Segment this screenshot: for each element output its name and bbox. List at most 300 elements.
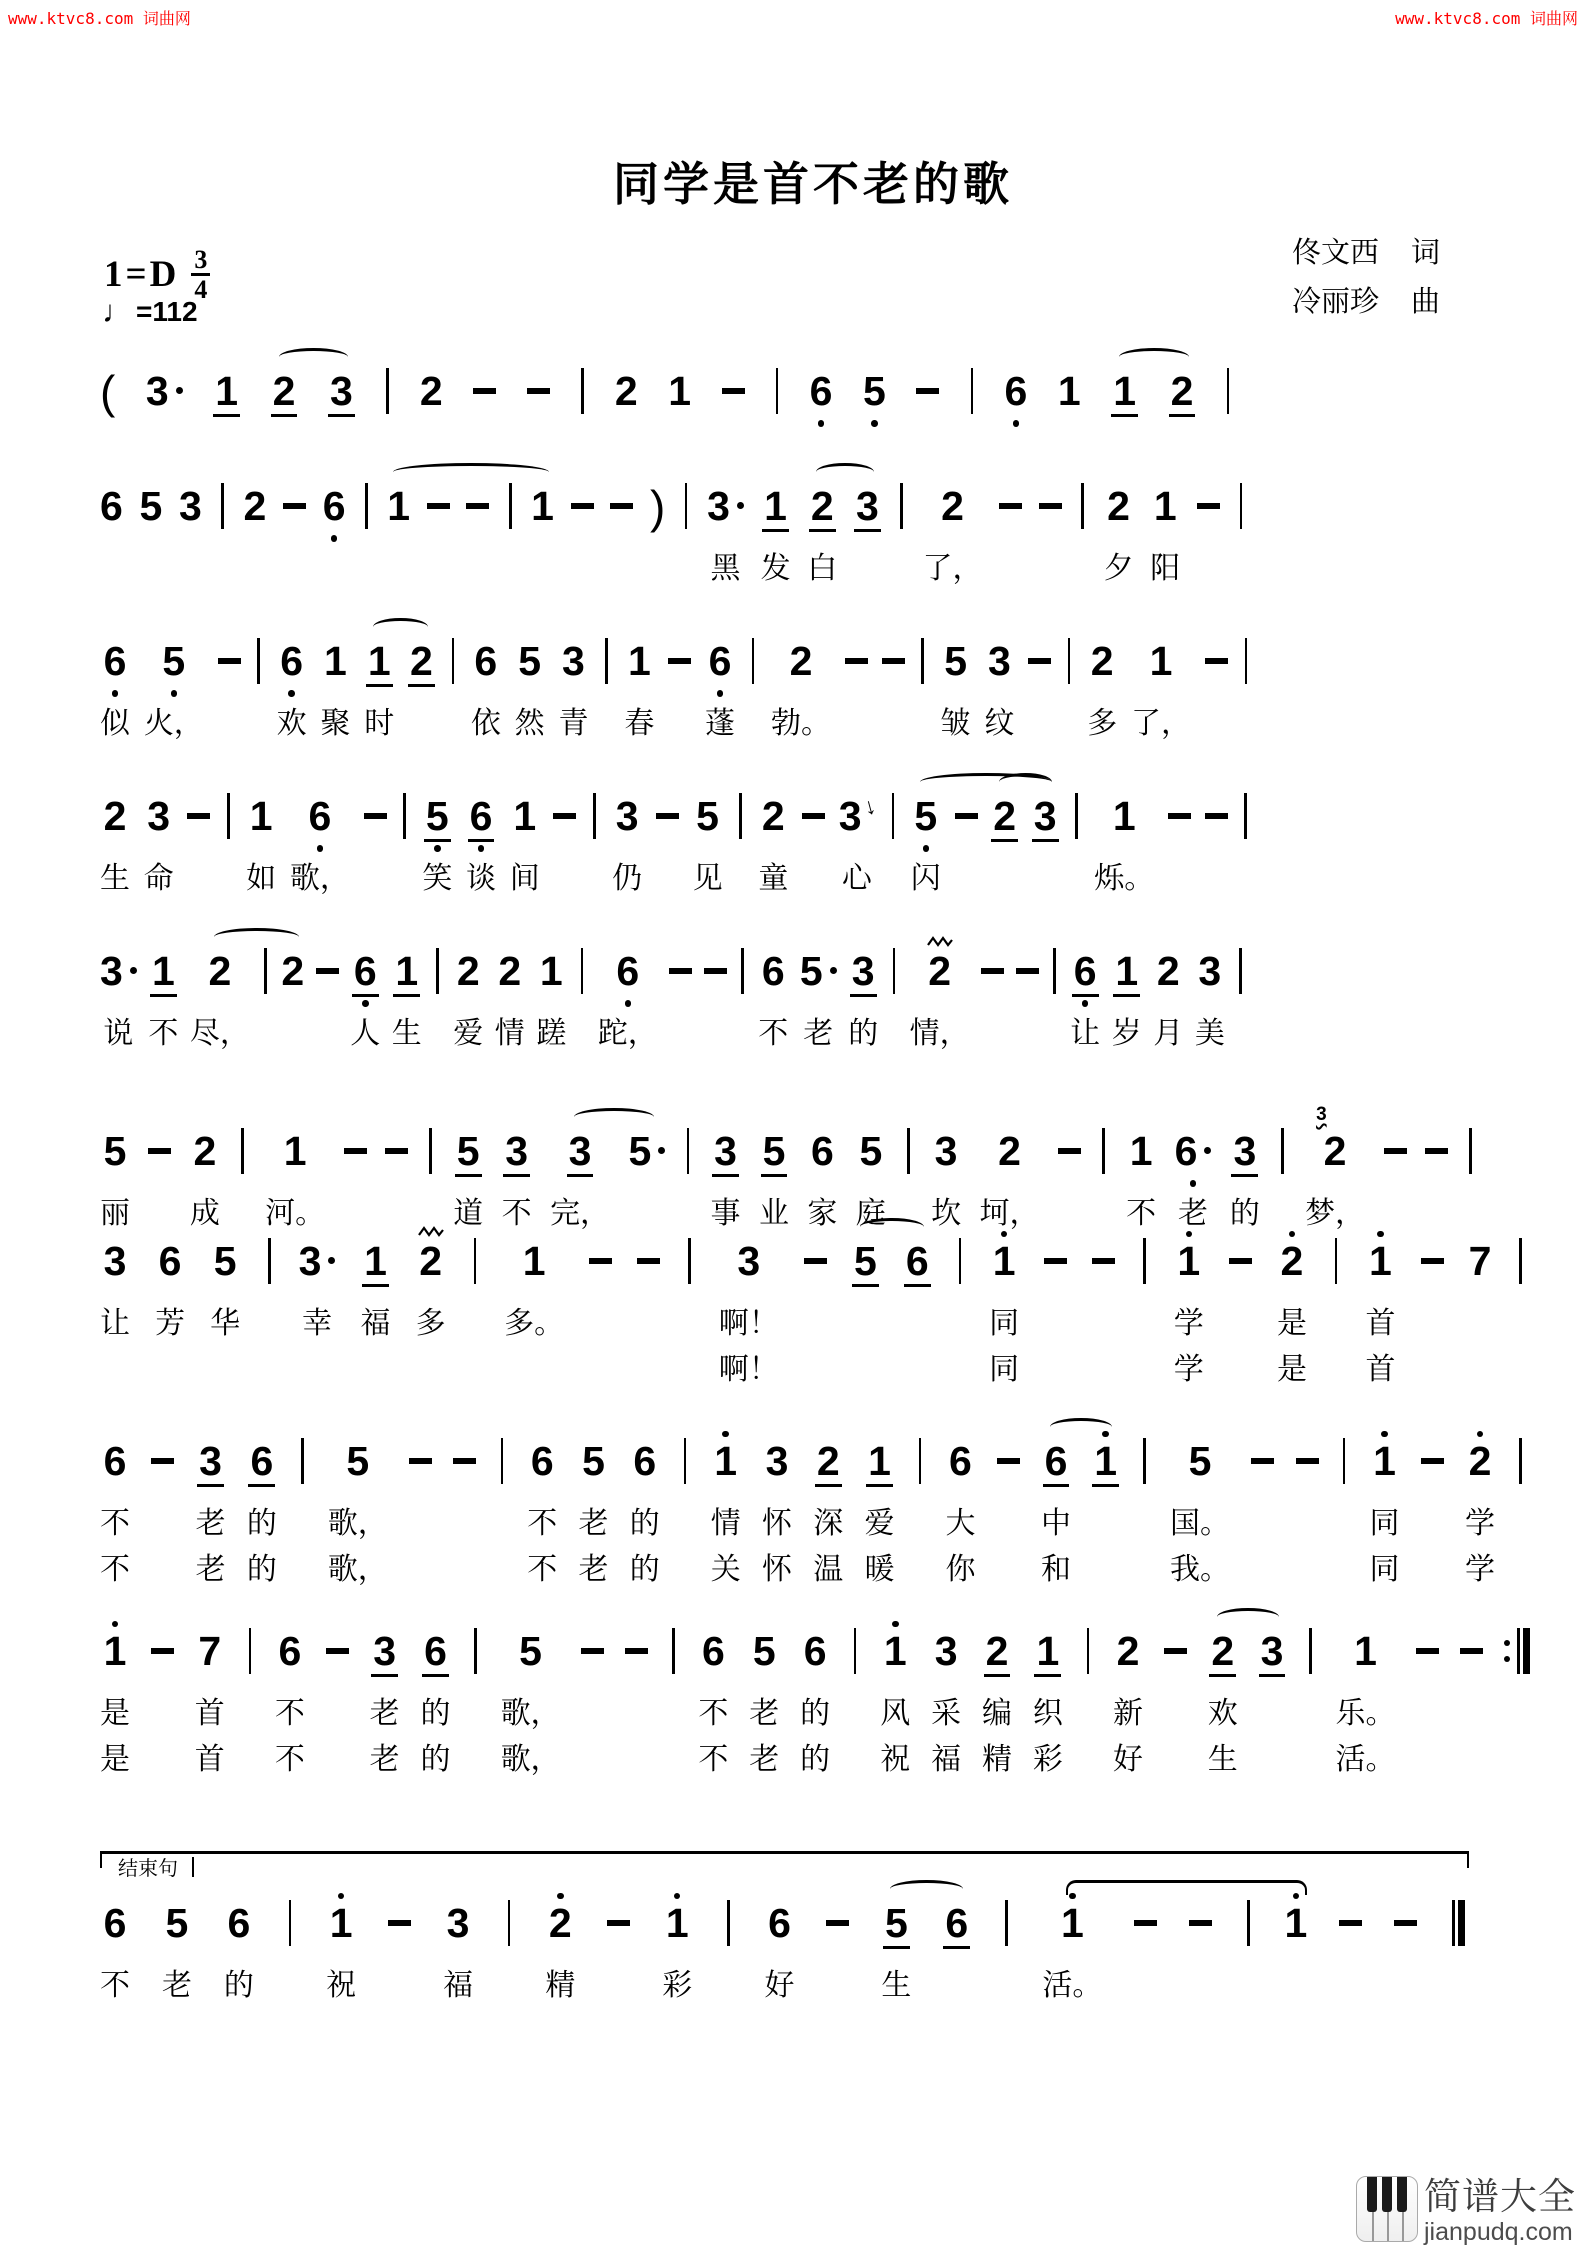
lyric-verse2: [1424, 1740, 1432, 1784]
lyric-verse2: 关: [710, 1553, 741, 1586]
duration-dash: [316, 925, 339, 1058]
barline: [1306, 1605, 1314, 1784]
lyric: [159, 1504, 167, 1548]
augmentation-dot: [1204, 1147, 1211, 1154]
note: 2: [271, 345, 298, 432]
lyric-verse2: [298, 1550, 306, 1594]
slur-arc: [279, 348, 348, 366]
note: 5 庭: [856, 1105, 886, 1238]
lyric: 情: [494, 1017, 525, 1050]
parenthesis: ): [650, 460, 665, 593]
lyric: 白: [807, 552, 838, 585]
note: 5 火，: [144, 615, 204, 748]
note: 3 完，: [550, 1105, 610, 1238]
music-line: [100, 615, 1250, 748]
lyric-verse2: [811, 1350, 819, 1394]
lyric-verse2: [916, 1550, 924, 1594]
lyric-verse2: 活。: [1335, 1743, 1396, 1776]
lyric: [298, 1504, 306, 1548]
lyric: 不: [1126, 1197, 1157, 1230]
lyric-verse2: 的: [420, 1743, 451, 1776]
note: 1: [213, 345, 240, 432]
lyric: 蹉: [536, 1017, 567, 1050]
lyric: 火，: [143, 707, 204, 740]
lyric: 风: [880, 1697, 911, 1730]
lyric-verse2: [371, 1350, 379, 1394]
lyric: 月: [1153, 1017, 1184, 1050]
lyric: 完，: [550, 1197, 611, 1230]
lyric: 聚: [320, 707, 351, 740]
lyric-verse2: [1004, 1550, 1012, 1594]
lyric: [578, 1014, 586, 1058]
note: 1 是 是: [100, 1605, 130, 1784]
lyric-verse2: [461, 1550, 469, 1594]
lyric-verse2: 精: [982, 1743, 1012, 1776]
note: 3 纹: [984, 615, 1014, 748]
lyric-verse2: 老: [195, 1553, 226, 1586]
lyric: [330, 549, 338, 593]
lyric: 间: [509, 862, 540, 895]
octave-down-dot: [362, 1000, 369, 1007]
barline: [682, 460, 690, 593]
lyric: [1268, 1694, 1276, 1738]
barline: [246, 1605, 254, 1784]
lyric: 不: [527, 1507, 558, 1540]
barline: [1517, 1215, 1525, 1394]
lyric-verse2: [221, 1350, 229, 1394]
lyric-verse2: [111, 1350, 119, 1394]
lyric-verse2: 同: [989, 1353, 1020, 1386]
note: 5 见: [693, 770, 723, 903]
duration-dash: [997, 1415, 1020, 1594]
lyric: 活。: [1042, 1969, 1103, 2002]
augmentation-dot: [328, 1257, 335, 1264]
barline: [724, 1877, 732, 2010]
note: 3 ↓ 心: [839, 770, 875, 903]
note: 2 深 温: [813, 1415, 843, 1594]
octave-up-dot: [674, 1893, 681, 1900]
note: 2 多: [416, 1215, 446, 1394]
lyric: 如: [246, 862, 277, 895]
lyric: 美: [1194, 1017, 1225, 1050]
lyric: [471, 1694, 479, 1738]
note: 3 老 老: [370, 1605, 400, 1784]
duration-dash: [1168, 770, 1191, 903]
lyric: 同: [989, 1307, 1020, 1340]
lyric-verse2: 首: [194, 1743, 225, 1776]
note: 1 首 首: [1365, 1215, 1395, 1394]
lyric-verse2: [498, 1550, 506, 1594]
lyric: [362, 549, 370, 593]
duration-dash: [553, 770, 576, 903]
note: 6 的: [224, 1877, 254, 2010]
note: 1 时: [364, 615, 394, 748]
lyric-verse2: [681, 1550, 689, 1594]
duration-dash: [610, 460, 633, 593]
note: 3: [179, 460, 202, 593]
note: 2 情，: [910, 925, 970, 1058]
lyric: [724, 1966, 732, 2010]
note: 1: [387, 460, 410, 593]
slur-arc: [1050, 1418, 1112, 1436]
lyric: [677, 1014, 685, 1058]
note: 1 生: [392, 925, 422, 1058]
lyric: 命: [143, 862, 174, 895]
note: 6 不 不: [527, 1415, 557, 1594]
note: 6 依: [471, 615, 501, 748]
note: 2: [991, 770, 1018, 903]
note: 1 发: [761, 460, 791, 593]
lyric: [1072, 859, 1080, 903]
duration-dash: [1092, 1215, 1115, 1394]
lyric: 深: [813, 1507, 844, 1540]
lyric: 发: [760, 552, 791, 585]
lyric: 童: [758, 862, 789, 895]
note: 1 活。: [1042, 1877, 1102, 2010]
slur-arc: [574, 1108, 654, 1126]
lyric: 精: [545, 1969, 576, 2002]
lyric: [400, 859, 408, 903]
music-line: [100, 1845, 1465, 2010]
barline: [681, 1415, 689, 1594]
lyric-verse2: 不: [274, 1743, 305, 1776]
lyric: [1303, 1504, 1311, 1548]
lyric-verse2: 你: [945, 1553, 976, 1586]
note: 2 了，: [922, 460, 982, 593]
note: 1 同 同: [1369, 1415, 1399, 1594]
barline: [775, 345, 779, 432]
lyric: [685, 1304, 693, 1348]
music-line: [100, 1415, 1525, 1594]
note: 5 老 老: [749, 1605, 779, 1784]
duration-dash: [1205, 615, 1228, 748]
note: 6 大 你: [945, 1415, 975, 1594]
lyric: [1041, 859, 1049, 903]
lyric: 烁。: [1094, 862, 1155, 895]
lyric-verse2: [1140, 1550, 1148, 1594]
octave-down-dot: [1190, 1180, 1197, 1187]
lyric: 欢: [1207, 1697, 1238, 1730]
note: 1 春: [624, 615, 654, 748]
barline: [1065, 615, 1073, 748]
barline: [1237, 460, 1245, 593]
note: 6 不 不: [698, 1605, 728, 1784]
piano-icon: [1356, 2176, 1418, 2242]
lyric: [913, 1304, 921, 1348]
note: 2: [1169, 345, 1196, 432]
lyric-verse2: 不: [100, 1553, 130, 1586]
lyric: 的: [800, 1697, 831, 1730]
lyric: 闪: [910, 862, 941, 895]
lyric: 老: [749, 1697, 780, 1730]
lyric: 多。: [504, 1307, 565, 1340]
lyric: [1236, 1014, 1244, 1058]
barline: [505, 1877, 513, 2010]
lyric: [1100, 1304, 1108, 1348]
lyric: [147, 549, 155, 593]
logo-text: [1424, 2176, 1576, 2245]
note: 2: [614, 368, 638, 414]
lyric: [225, 704, 233, 748]
lyric: [953, 1966, 961, 2010]
lyric: [889, 859, 897, 903]
barline: [970, 345, 974, 432]
lyric: [681, 1504, 689, 1548]
lyric: [254, 704, 262, 748]
lyric: 彩: [662, 1969, 693, 2002]
lyric-verse2: [1517, 1350, 1525, 1394]
lyric: [1140, 1504, 1148, 1548]
lyric: [669, 1694, 677, 1738]
note: 6 芳: [155, 1215, 185, 1394]
ending-bracket: [100, 1851, 1469, 1880]
lyric: 老: [161, 1969, 192, 2002]
note: 6 不 不: [275, 1605, 305, 1784]
lyric: 黑: [710, 552, 741, 585]
note: 2 月: [1153, 925, 1183, 1058]
slur-arc: [860, 1218, 924, 1236]
lyric: 纹: [984, 707, 1015, 740]
lyric: [290, 549, 298, 593]
barline: [1332, 1215, 1340, 1394]
note: 5 丽: [100, 1105, 130, 1238]
lyric: [615, 1966, 623, 2010]
slur-arc: [999, 773, 1052, 791]
lyric: [711, 1014, 719, 1058]
lyric: 华: [210, 1307, 241, 1340]
barline: [897, 460, 905, 593]
note: 1 彩: [662, 1877, 692, 2010]
lyric-verse2: [645, 1350, 653, 1394]
note: 2 生: [100, 770, 130, 903]
lyric: 学: [1465, 1507, 1496, 1540]
lyric: [749, 704, 757, 748]
lyric: [1084, 1694, 1092, 1738]
duration-dash: [845, 615, 868, 748]
lyric-verse2: 同: [1369, 1553, 1400, 1586]
note: 1 情 关: [711, 1415, 741, 1594]
note: 2 是 是: [1277, 1215, 1307, 1394]
lyric-verse2: [913, 1350, 921, 1394]
octave-up-dot: [1381, 1431, 1388, 1438]
lyric: [633, 1694, 641, 1738]
lyric: 是: [100, 1697, 130, 1730]
lyric: 欢: [276, 707, 307, 740]
lyric: [1140, 1304, 1148, 1348]
note: 3: [1032, 770, 1059, 903]
lyric-verse2: 温: [813, 1553, 844, 1586]
lyric: [578, 549, 586, 593]
octave-down-dot: [871, 420, 878, 427]
lyric: 让: [1070, 1017, 1101, 1050]
barline: [433, 925, 441, 1058]
note: 1 间: [510, 770, 540, 903]
lyric-verse2: [1259, 1550, 1267, 1594]
lyric: [416, 1504, 424, 1548]
lyric: [1050, 1014, 1058, 1058]
duration-dash: [581, 1605, 604, 1784]
lyric: 老: [195, 1507, 226, 1540]
meter-denominator: 4: [194, 275, 208, 305]
lyric: 新: [1112, 1697, 1143, 1730]
barline: [1050, 925, 1058, 1058]
note: 1 多。: [504, 1215, 564, 1394]
note: 6 的 的: [420, 1605, 450, 1784]
octave-up-dot: [722, 1431, 729, 1438]
duration-dash: [1421, 1215, 1444, 1394]
lyric: [505, 1966, 513, 2010]
duration-dash: [1251, 1415, 1274, 1594]
lyric: [1306, 1694, 1314, 1738]
lyric: 见: [692, 862, 723, 895]
lyric: [1197, 1966, 1205, 2010]
barline: [890, 925, 898, 1058]
duration-dash: [1394, 1877, 1417, 2010]
lyric: 河。: [265, 1197, 326, 1230]
note: 2 童: [758, 770, 788, 903]
lyric-verse2: [1332, 1350, 1340, 1394]
lyric: [1052, 1304, 1060, 1348]
lyric: [1340, 1504, 1348, 1548]
note: 3 让: [100, 1215, 130, 1394]
note: 1 乐。 活。: [1336, 1605, 1396, 1784]
barline: [916, 1415, 924, 1594]
lyric: 织: [1032, 1697, 1063, 1730]
barline: [471, 1215, 479, 1394]
barline: [749, 615, 757, 748]
octave-down-dot: [1013, 420, 1020, 427]
octave-up-dot: [1001, 1231, 1008, 1238]
lyric: [1171, 1694, 1179, 1738]
barline: [224, 770, 232, 903]
duration-dash: [589, 1215, 612, 1394]
lyric-verse2: [597, 1350, 605, 1394]
lyric: [538, 549, 546, 593]
lyric: [597, 1304, 605, 1348]
barline: [1236, 925, 1244, 1058]
lyric: 人: [350, 1017, 381, 1050]
note: 5 老 老: [579, 1415, 609, 1594]
barline: [298, 1415, 306, 1594]
note: 5 老: [800, 925, 837, 1058]
lyric: 采: [931, 1697, 962, 1730]
lyric: 乐。: [1335, 1697, 1396, 1730]
lyric: 皱: [940, 707, 971, 740]
note: 2: [281, 925, 304, 1058]
note: 6 歌，: [290, 770, 350, 903]
note: 2: [244, 460, 267, 593]
note: 6 好: [764, 1877, 794, 2010]
lyric: [395, 1966, 403, 2010]
note: 1 风 祝: [880, 1605, 910, 1784]
lyric-verse2: 好: [1112, 1743, 1143, 1776]
duration-dash: [1296, 1415, 1319, 1594]
lyric: 似: [100, 707, 130, 740]
duration-dash: [704, 925, 727, 1058]
lyric-verse2: 彩: [1032, 1743, 1063, 1776]
lyric-verse2: [589, 1740, 597, 1784]
lyric: [589, 1694, 597, 1738]
lyric: 的: [223, 1969, 254, 2002]
note: 3 幸: [299, 1215, 336, 1394]
music-line: [100, 1605, 1530, 1784]
lyric: [433, 1014, 441, 1058]
lyric: 情，: [909, 1017, 970, 1050]
lyric: 不: [758, 1017, 789, 1050]
note: 6: [810, 345, 833, 432]
duration-dash: [453, 1415, 476, 1594]
lyric: [1212, 704, 1220, 748]
note: 3 仍: [612, 770, 642, 903]
note: 5 道: [453, 1105, 483, 1238]
note: 6 跎，: [598, 925, 658, 1058]
lyric: [1236, 1304, 1244, 1348]
octave-down-dot: [923, 845, 930, 852]
lyric-verse2: 福: [931, 1743, 962, 1776]
composer-role: 曲: [1410, 286, 1440, 318]
lyric: [1023, 1014, 1031, 1058]
lyric: 道: [453, 1197, 484, 1230]
note: 6: [943, 1877, 970, 2010]
augmentation-dot: [737, 502, 744, 509]
slur-arc: [1217, 1608, 1279, 1626]
barline: [1241, 770, 1249, 903]
site-logo: [1356, 2176, 1576, 2245]
duration-dash: [1189, 1877, 1212, 2010]
lyric: 歌，: [327, 1507, 388, 1540]
lyricist-name: 佟文西: [1292, 237, 1380, 269]
lyric: 了，: [1131, 707, 1191, 740]
lyric: [1212, 859, 1220, 903]
note: 2 爱: [453, 925, 483, 1058]
lyric-verse2: 首: [1365, 1353, 1396, 1386]
duration-dash: [1044, 1215, 1067, 1394]
lyric: [590, 859, 598, 903]
tempo-value: =112: [136, 296, 198, 327]
lyric: [158, 1694, 166, 1738]
lyric-verse2: 祝: [880, 1743, 911, 1776]
barline: [498, 1415, 506, 1594]
lyric: [1259, 1504, 1267, 1548]
octave-up-dot: [1186, 1231, 1193, 1238]
note: 3 2 梦，: [1305, 1105, 1365, 1238]
lyric: [1516, 1504, 1524, 1548]
duration-dash: [607, 1877, 630, 2010]
note: 1: [1285, 1877, 1308, 2010]
lyric: 好: [764, 1969, 795, 2002]
lyric: 不: [274, 1697, 305, 1730]
note: 5 歌， 歌，: [501, 1605, 561, 1784]
lyric: 爱: [453, 1017, 484, 1050]
lyric: 夕: [1103, 552, 1134, 585]
note: 5 国。 我。: [1170, 1415, 1230, 1594]
lyric: [736, 859, 744, 903]
lyric: 多: [1087, 707, 1118, 740]
lyric-verse2: 老: [578, 1553, 609, 1586]
lyric: [1347, 1966, 1355, 2010]
lyric: [863, 549, 871, 593]
note: 1 阳: [1150, 460, 1180, 593]
note: 2 情: [495, 925, 525, 1058]
lyric: [1002, 1966, 1010, 2010]
lyric: [471, 1304, 479, 1348]
lyric-verse2: [159, 1550, 167, 1594]
note: 1 岁: [1112, 925, 1142, 1058]
repeat-end-barline: [1504, 1605, 1530, 1784]
note: 3: [146, 345, 183, 432]
lyric-verse2: [685, 1350, 693, 1394]
meter-numerator: 3: [191, 246, 210, 276]
